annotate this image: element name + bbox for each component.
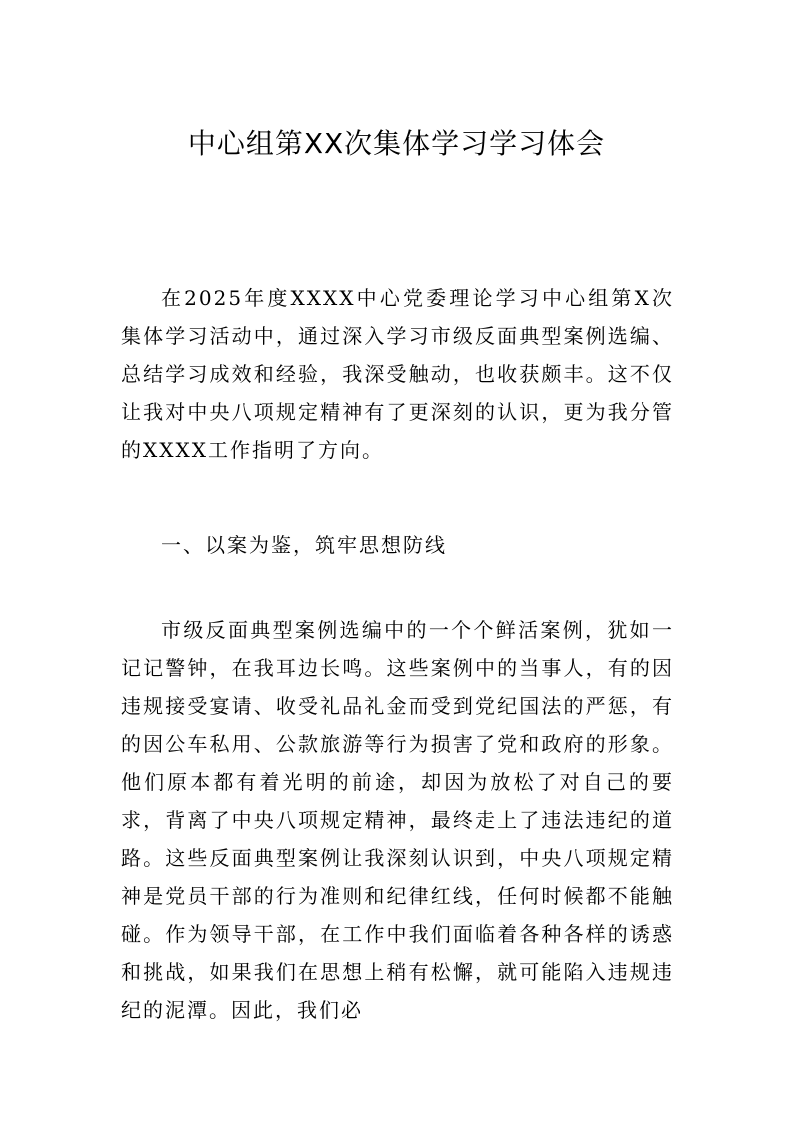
intro-paragraph: 在2025年度XXXX中心党委理论学习中心组第X次集体学习活动中，通过深入学习市级反面典型案例选编、总结学习成效和经验，我深受触动，也收获颇丰。这不仅让我对中央八项规定精神有了更深刻的认识，更为我分管的XXXX工作指明了方向。 (121, 286, 674, 462)
body-paragraph: 市级反面典型案例选编中的一个个鲜活案例，犹如一记记警钟，在我耳边长鸣。这些案例中的当事人，有的因违规接受宴请、收受礼品礼金而受到党纪国法的严惩，有的因公车私用、公款旅游等行为损害了党和政府的形象。他们原本都有着光明的前途，却因为放松了对自己的要求，背离了中央八项规定精神，最终走上了违法违纪的道路。这些反面典型案例让我深刻认识到，中央八项规定精神是党员干部的行为准则和纪律红线，任何时候都不能触碰。作为领导干部，在工作中我们面临着各种各样的诱惑和挑战，如果我们在思想上稍有松懈，就可能陷入违规违纪的泥潭。因此，我们必 (121, 618, 674, 1022)
section-heading: 一、以案为鉴，筑牢思想防线 (161, 533, 447, 557)
document-title: 中心组第XX次集体学习学习体会 (187, 127, 606, 160)
